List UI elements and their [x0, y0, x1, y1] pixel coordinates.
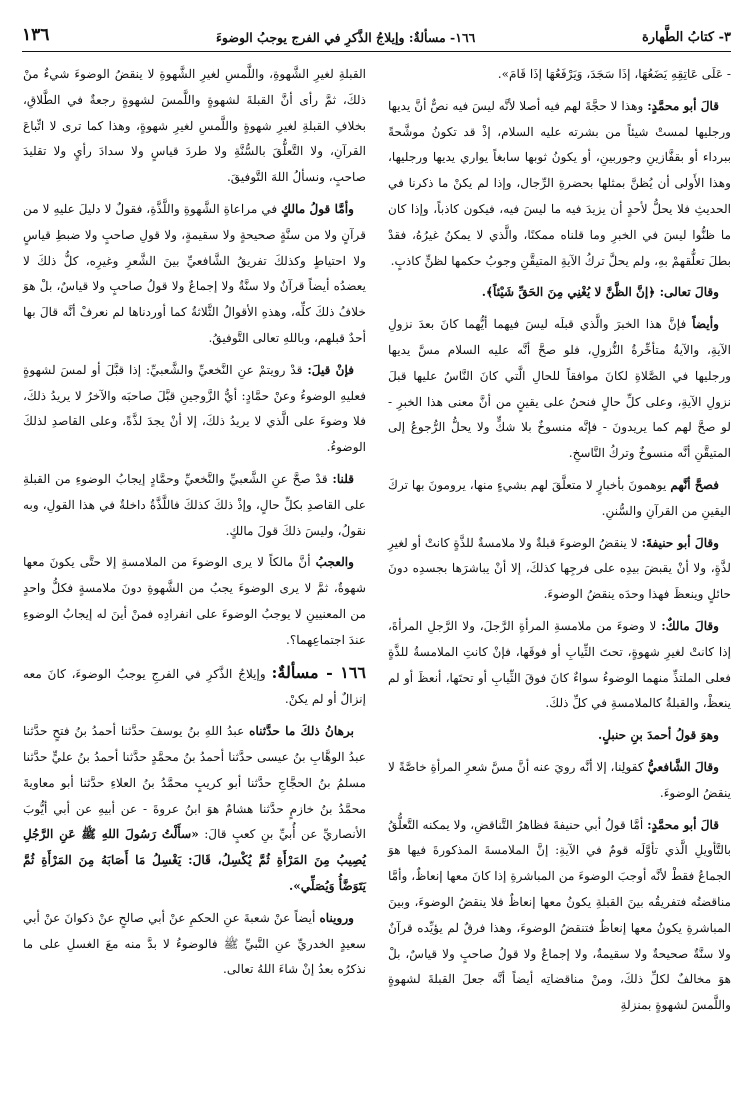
left-column: [23, 62, 366, 1019]
paragraph: وقالَ أبو حنيفةَ: لا ينقضُ الوضوءَ قبلةٌ ولا ملامسةٌ للذَّةٍ كانتْ أو لغيرِ لذَّةٍ، ولا أنْ يقبضَ بيدِه على فرجِها كذلكَ، إلا أنْ يباشرَها بجسدِه دونَ حائلٍ وينعظَ فهذا وحدَه ينقضُ الوضوءَ.: [388, 535, 731, 602]
hadith-quote: «سأَلْتُ رَسُولَ اللهِ ﷺ عَنِ الرَّجُلِ يُصِيبُ مِنَ المَرْأَةِ ثُمَّ يُكْسِلُ، قَالَ: يَغْسِلُ مَا أَصَابَهُ مِنَ المَرْأَةِ ثُمَّ يَتَوَضَّأُ وَيُصَلِّي».: [23, 827, 366, 893]
section-title: ١٦٦- مسألةٌ: وإيلاجُ الذَّكرِ في الفرج يوجبُ الوضوءَ: [216, 30, 476, 45]
right-column: [388, 62, 731, 1019]
paragraph: فصحَّ أنَّهم يوهمونَ بأخبارٍ لا متعلَّقَ لهم بشيءٍ منها، يرومونَ بها تركَ اليقينِ من القرآنِ والسُّننِ.: [388, 477, 731, 518]
paragraph: القبلةِ لغيرِ الشَّهوةِ، واللَّمسِ لغيرِ الشَّهوةِ لا ينقضُ الوضوءَ شيءٌ منْ ذلكَ، ثمَّ رأى أنَّ القبلةَ لشهوةٍ واللَّمسَ لشهوةٍ رجعةٌ في الطَّلاقِ، بخلافِ القبلةِ لغيرِ شهوةٍ واللَّمسِ لغيرِ شهوةٍ، وهذا كما ترى لا اتِّباعَ القرآنِ، ولا التَّعلُّقَ بالسُّنَّةِ ولا طردَ قياسٍ ولا سدادَ رأيٍ ولا تقليدَ صاحبٍ، ونسألُ اللهَ التَّوفيقَ.: [23, 67, 366, 185]
paragraph: - عَلَى عَاتِقِهِ يَضَعُهَا، إذَا سَجَدَ، وَيَرْفَعُهَا إذَا قَامَ».: [497, 67, 731, 81]
paragraph: فإنْ قيلَ: قدْ رويتمْ عنِ النَّخعيِّ والشَّعبيِّ: إذا قبَّلَ أو لمسَ لشهوةٍ فعليهِ الوضوءُ وعنْ حمَّادٍ: أيُّ الزَّوجينِ قبَّلَ صاحبَه والآخرُ لا يريدُ ذلكَ، فلا وضوءَ على الَّذي لا يريدُ ذلكَ، إلا أنْ يجدَ لذَّةً، وعلى القاصدِ لذلكَ الوضوءُ.: [23, 362, 366, 455]
chapter-title: ٣- كتابُ الطَّهارة: [641, 30, 731, 45]
paragraph: قالَ أبو محمَّدٍ: وهذا لا حجَّةَ لهم فيه أصلا لأنَّه ليسَ فيه نصٌّ أنَّ يديها ورجليها لمستْ شيئاً من بشرته عليه السلام، إذْ قد تكونُ موشَّحةً ببرداء أو بقفَّازينِ وجوربينِ، أو يكونُ ثوبها سابغاً يواري يديها ورجليها، وهذا الأَولى أن يُظنَّ بمثلها بحضرةِ الرِّجال، وإذا لم يكنْ ما ذكرنا في الحديثِ فلا يحلُّ لأحدٍ أن يزيدَ فيه ما ليسَ فيه، فيكون كاذباً، وإذا كان ما ظنُّوا ليسَ في الخبرِ وما قلناه ممكنًا، والَّذي لا يمكنُ غيرُهُ، فقدْ بطلَ تعلُّقهمْ بهِ، ولم يحلَّ تركُ الآيةِ المتيقَّنِ وجوبُ حكمها لظنٍّ كاذبٍ.: [388, 98, 731, 268]
paragraph: وقالَ مالكٌ: لا وضوءَ من ملامسةِ المرأةِ الرَّجلَ، ولا الرَّجلِ المرأةَ، إذا كانتْ لغيرِ شهوةٍ، تحتَ الثِّيابِ أو فوقَها، فإنْ كانتِ الملامسةُ للذَّةٍ فعلى الملتذِّ منهما الوضوءُ سواءٌ كانَ فوقَ الثِّيابِ أو تحتَها، أنعظَ أو لم ينعظْ، والقبلةُ كالملامسةِ في كلِّ ذلكَ.: [388, 618, 731, 711]
paragraph: والعجبُ أنَّ مالكاً لا يرى الوضوءَ من الملامسةِ إلا حتَّى يكونَ معها شهوةٌ، ثمَّ لا يرى الوضوءَ يجبُ من الشَّهوةِ دونَ ملامسةٍ فكلُّ واحدٍ من المعنيينِ لا يوجبُ الوضوءَ على انفرادِه فمنْ أينَ له إيجابُ الوضوءِ عندَ اجتماعِهما؟.: [23, 555, 366, 647]
paragraph: وهوَ قولُ أحمدَ بنِ حنبلٍ.: [597, 728, 719, 743]
paragraph: برهانُ ذلكَ ما حدَّثناه عبدُ اللهِ بنُ يوسفَ حدَّثنا أحمدُ بنُ فتحٍ حدَّثنا عبدُ الوهَّابِ بنُ عيسى حدَّثنا أحمدُ بنُ محمَّدٍ حدَّثنا أحمدُ بنُ عليٍّ حدَّثنا مسلمُ بنُ الحجَّاجِ حدَّثنا أبو كريبٍ محمَّدُ بنُ العلاءِ حدَّثنا أبو معاويةَ محمَّدُ بنُ خازمٍ حدَّثنا هشامٌ هوَ ابنُ عروةَ - عن أبيهِ عن أبي أيُّوبَ الأنصاريِّ عن أُبيِّ بنِ كعبٍ قالَ: «سأَلْتُ رَسُولَ اللهِ ﷺ عَنِ الرَّجُلِ يُصِيبُ مِنَ المَرْأَةِ ثُمَّ يُكْسِلُ، قَالَ: يَغْسِلُ مَا أَصَابَهُ مِنَ المَرْأَةِ ثُمَّ يَتَوَضَّأُ وَيُصَلِّي».: [23, 724, 367, 893]
paragraph: وأمَّا قولُ مالكٍ في مراعاةِ الشَّهوةِ واللَّذَّةِ، فقولٌ لا دليلَ عليهِ لا من قرآنٍ ولا من سنَّةٍ صحيحةٍ ولا سقيمةٍ، ولا قولِ صاحبٍ ولا ضبطِ قياسٍ ولا احتياطٍ وكذلكَ تفريقُ الشَّافعيِّ بينَ الشَّعرِ وغيرِه، كلُّ ذلكَ لا يعضدُه أيضاً قرآنٌ ولا سنَّةٌ ولا إجماعٌ ولا قولُ صاحبٍ ولا قياسٌ، بلْ هوَ خلافُ ذلكَ كلِّه، وهذهِ الأقوالُ الثَّلاثةُ كما أوردناها لم نعرفْ أنَّه قالَ بها أحدٌ قبلهم، وباللهِ تعالى التَّوفيقُ.: [23, 201, 366, 345]
paragraph: وقالَ تعالى: ﴿إنَّ الظَّنَّ لا يُغْنِي مِنَ الحَقِّ شَيْئاً﴾.: [481, 285, 719, 300]
page-number: ١٣٦: [22, 25, 50, 45]
paragraph: قلنا: قدْ صحَّ عنِ الشَّعبيِّ والنَّخعيِّ وحمَّادٍ إيجابُ الوضوءِ من القبلةِ على القاصدِ بكلِّ حالٍ، وإذْ ذلكَ كذلكَ فاللَّذَّةُ داخلةٌ في هذا القولِ، وبه نقولُ، وليسَ ذلكَ قولَ مالكٍ.: [23, 471, 366, 538]
paragraph: ورويناه أيضاً عنْ شعبةَ عنِ الحكمِ عنْ أبي صالحٍ عنْ ذكوانَ عنْ أبي سعيدٍ الخدريِّ عنِ النَّبيِّ ﷺ فالوضوءُ لا بدَّ منه معَ الغسلِ على ما نذكرُه بعدُ إنْ شاءَ اللهُ تعالى.: [23, 910, 366, 977]
running-header: [22, 0, 731, 52]
text-columns: [22, 62, 731, 1019]
masala-heading: ١٦٦ - مسألةٌ: وإيلاجُ الذَّكرِ في الفرجِ يوجبُ الوضوءَ، كانَ معه إنزالٌ أو لم يكنْ.: [23, 662, 366, 707]
paragraph: قالَ أبو محمَّدٍ: أمَّا قولُ أبي حنيفةَ فظاهرُ التَّناقضِ، ولا يمكنه التَّعلُّقُ بالتَّأويلِ الَّذي تأوَّلَه قومٌ في الآيةِ: إنَّ الملامسةَ المذكورةَ فيها هوَ الجماعُ فقطْ لأنَّه أوجبَ الوضوءَ من المباشرةِ إذا كانَ معها إنعاظٌ، وأمَّا مناقضتُه فتفريقُه بينَ القبلةِ يكونُ معها إنعاظٌ فلا ينقضُ الوضوءَ، وبينَ المباشرةِ يكونُ معها إنعاظٌ فتنقضُ الوضوءَ، وهذا فرقٌ لم يؤيِّده قرآنٌ ولا سنَّةٌ صحيحةٌ ولا سقيمةٌ، ولا إجماعٌ ولا قولُ صاحبٍ ولا قياسٌ، بلْ هوَ مخالفٌ لكلِّ ذلكَ، ومنْ مناقضاتِه أيضاً أنَّه جعلَ القبلةَ لشهوةٍ واللَّمسَ لشهوةٍ بمنزلةِ: [388, 817, 731, 1013]
paragraph: وقالَ الشَّافعيُّ كقولِنا، إلا أنَّه رويَ عنه أنَّ مسَّ شعرِ المرأةِ خاصَّةً لا ينقضُ الوضوءَ.: [388, 759, 731, 800]
paragraph: وأيضاً فإنَّ هذا الخبرَ والَّذي قبلَه ليسَ فيهما أيُّهما كانَ بعدَ نزولِ الآيةِ، والآيةُ متأخِّرةُ النُّزولِ، فلو صحَّ أنَّه عليه السلام مسَّ يديها ورجليها في الصَّلاةِ لكانَ موافقاً للحالِ الَّتي كانَ النَّاسُ عليها قبلَ نزولِ الآيةِ، وعلى كلِّ حالٍ فنحنُ على يقينٍ من أنَّ معنى هذا الخبرِ - لو صحَّ لهم كما يريدونَ - فإنَّه منسوخٌ بلا شكٍّ ولا يحلُّ الرُّجوعُ إلى المتيقَّنِ أنَّه منسوخٌ وتركُ النَّاسخِ.: [388, 317, 731, 461]
